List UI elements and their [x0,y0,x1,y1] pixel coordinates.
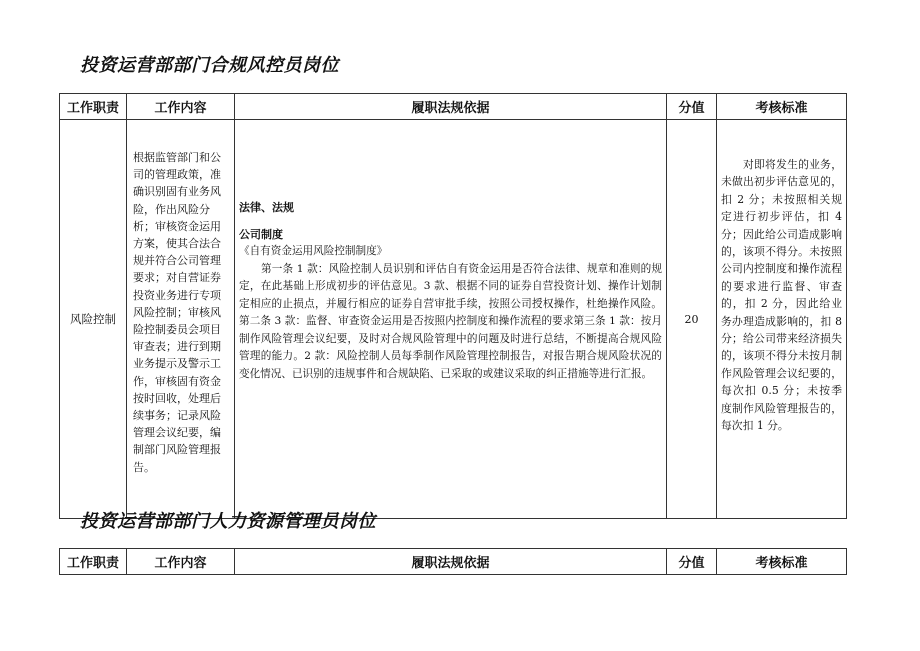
section1-title: 投资运营部部门合规风控员岗位 [80,55,339,76]
header-score: 分值 [667,94,717,120]
table-header-row [60,549,847,575]
standard-cell [717,120,847,519]
law-heading: 法律、法规 [239,201,294,214]
score-cell: 20 [667,120,717,519]
company-doc-title: 《自有资金运用风险控制制度》 [239,245,388,257]
compliance-risk-table [59,93,847,519]
company-heading: 公司制度 [239,227,283,241]
header-legal-basis: 履职法规依据 [235,94,667,120]
header-legal-basis: 履职法规依据 [235,549,667,575]
table-header-row [60,94,847,120]
hr-manager-table [59,548,847,575]
section2-title: 投资运营部部门人力资源管理员岗位 [80,511,376,532]
duty-cell: 风险控制 [60,120,127,519]
company-rules-text: 第一条 1 款：风险控制人员识别和评估自有资金运用是否符合法律、规章和准则的规定，在此基础上形成初步的评估意见。3 款、根据不同的证券自营投资计划、操作计划制定相应的止损点，并履行相应的证券自营审批手续，按照公司授权操作，杜绝操作风险。第二条 3 款：监督、审查资金运用是否按照内控制度和操作流程的要求第三条 1 款：按月制作风险管理会议纪要，及时对合规风险管理中的问题及时进行总结，不断提高合规风险管理的能力。2 款：风险控制人员每季制作风险管理控制报告，对报告期合规风险状况的变化情况、已识别的违规事件和合规缺陷、已采取的或建议采取的纠正措施等进行汇报。 [239,262,662,380]
header-score: 分值 [667,549,717,575]
header-standard: 考核标准 [717,94,847,120]
header-duty: 工作职责 [60,549,127,575]
legal-basis-cell [235,120,667,519]
header-content: 工作内容 [127,94,235,120]
content-cell: 根据监管部门和公司的管理政策，准确识别固有业务风险，作出风险分析；审核资金运用方案，使其合法合规并符合公司管理要求；对自营证券投资业务进行专项风险控制；审核风险控制委员会项目审查表；进行到期业务提示及警示工作，审核固有资金按时回收，处理后续事务；记录风险管理会议纪要，编制部门风险管理报告。 [127,120,235,519]
table-row [60,120,847,519]
header-standard: 考核标准 [717,549,847,575]
standard-text: 对即将发生的业务，未做出初步评估意见的，扣 2 分；未按照相关规定进行初步评估，扣 4 分；因此给公司造成影响的，该项不得分。未按照公司内控制度和操作流程的要求进行监督、审查的，扣 2 分，因此给业务办理造成影响的，扣 8 分；给公司带来经济损失的，该项不得分未按月制作风险管理会议纪要的，每次扣 0.5 分；未按季度制作风险管理报告的，每次扣 1 分。 [721,158,842,433]
header-content: 工作内容 [127,549,235,575]
header-duty: 工作职责 [60,94,127,120]
